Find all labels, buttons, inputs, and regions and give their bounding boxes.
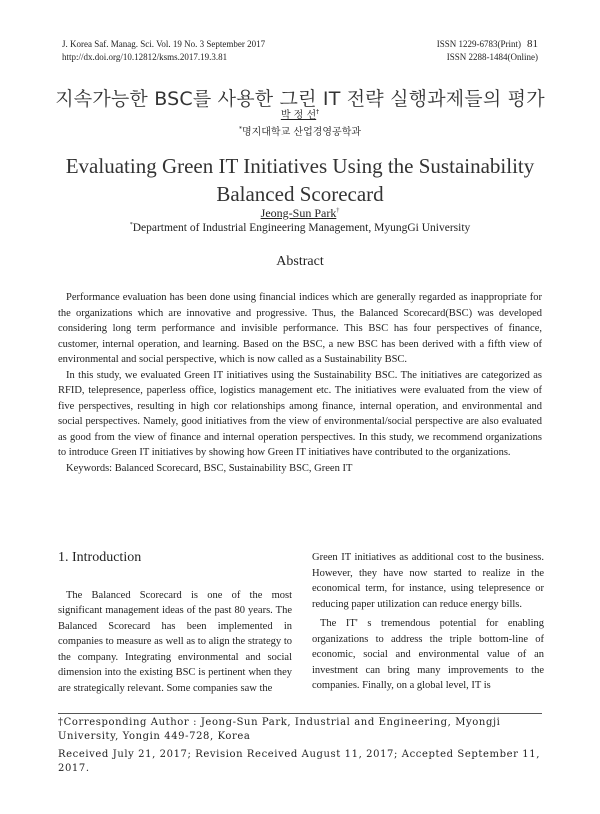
intro-paragraph-right-1: Green IT initiatives as additional cost to the business. However, they have now started to realize in the economical term, for instance, using telepresence or reducing paper utilization can reduce energy bills. — [312, 552, 544, 610]
korean-affiliation — [0, 123, 600, 138]
issn-print: ISSN 1229-6783(Print) — [436, 39, 521, 49]
abstract-body — [58, 290, 542, 476]
running-header-right — [437, 38, 538, 64]
english-affiliation — [0, 222, 600, 234]
footnote — [58, 716, 542, 780]
intro-paragraph-left: The Balanced Scorecard is one of the most significant management ideas of the past 80 years. The Balanced Scorecard has been implemented in companies to measure as well as to align the strategy to the company. Integrating environmental and social dimension into the existing BSC is pertinent when they are strategically relevant. Some companies saw the — [58, 589, 292, 694]
english-author-name: Jeong-Sun Park — [260, 206, 337, 220]
footnote-divider — [58, 713, 542, 714]
intro-paragraph-right-2: The IT' s tremendous potential for enabling organizations to address the triple bottom-line of economic, social and environmental value of an investment can bring many improvements to the companies. Finally, on a global level, IT is — [312, 618, 544, 691]
doi-link[interactable]: http://dx.doi.org/10.12812/ksms.2017.19.3.81 — [62, 52, 228, 62]
issn-online: ISSN 2288-1484(Online) — [446, 52, 538, 62]
corresponding-author-note: †Corresponding Author : Jeong-Sun Park, Industrial and Engineering, Myongji University, Yongin 449-728, Korea — [58, 717, 501, 742]
english-title: Evaluating Green IT Initiatives Using the Sustainability Balanced Scorecard — [65, 154, 535, 206]
keywords-line: Keywords: Balanced Scorecard, BSC, Sustainability BSC, Green IT — [66, 462, 353, 474]
korean-title: 지속가능한 BSC를 사용한 그린 IT 전략 실행과제들의 평가 — [55, 88, 545, 110]
page-number: 81 — [527, 38, 538, 50]
abstract-paragraph-2: In this study, we evaluated Green IT initiatives using the Sustainability BSC. The initiatives are categorized as RFID, telepresence, paperless office, logistics management etc. The initiatives were evaluated from the view of five perspectives, resulting in high cor relationships among finance, internal operation, and environmental and social perspectives. Namely, good initiatives from the view of environmental/social perspective are also evaluated as good from the view of finance and internal operation perspectives. In this study, we recommend organizations to introduce Green IT initiatives by showing how Green IT initiatives have contributed to the organizations. — [58, 369, 542, 458]
korean-affiliation-text: 명지대학교 산업경영공학과 — [241, 127, 362, 138]
body-column-left — [58, 550, 292, 696]
korean-author-mark: † — [316, 108, 320, 116]
abstract-heading: Abstract — [276, 254, 324, 269]
received-dates-note: Received July 21, 2017; Revision Received August 11, 2017; Accepted September 11, 2017. — [58, 749, 540, 774]
abstract-paragraph-1: Performance evaluation has been done using financial indices which are generally regarded as inappropriate for the organizations which are innovative and progressive. Thus, the Balanced Scorecard(BSC) was developed considering long term performance and invisible performance. This BSC has four perspectives of finance, customer, internal operation, and learning. Based on the BSC, a new BSC has been derived with a fifth view of environmental and social perspective, which is now called as a Sustainability BSC. — [58, 292, 542, 365]
korean-affiliation-mark: * — [238, 125, 242, 133]
korean-author-name: 박 정 선 — [280, 110, 317, 121]
english-author-mark: † — [336, 208, 340, 214]
journal-citation: J. Korea Saf. Manag. Sci. Vol. 19 No. 3 September 2017 — [62, 39, 266, 49]
body-column-right — [312, 550, 544, 698]
running-header-left — [62, 38, 265, 64]
english-affiliation-text: Department of Industrial Engineering Management, MyungGi University — [132, 222, 471, 234]
english-affiliation-mark: * — [129, 222, 133, 229]
korean-author — [0, 106, 600, 121]
english-author — [0, 206, 600, 221]
section-heading-introduction: 1. Introduction — [58, 550, 142, 565]
